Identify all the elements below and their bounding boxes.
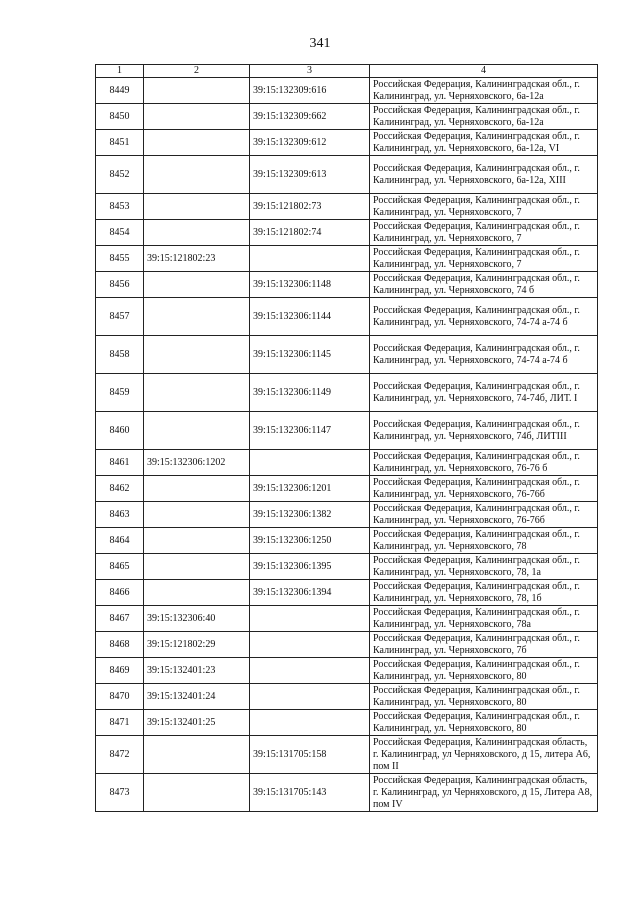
address-cell: Российская Федерация, Калининградская обл., г. Калининград, ул. Черняховского, 78а [370, 606, 598, 632]
row-number-cell: 8455 [96, 246, 144, 272]
land-parcel-number-cell [144, 78, 250, 104]
land-parcel-number-cell [144, 336, 250, 374]
land-parcel-number-cell [144, 774, 250, 812]
row-number-cell: 8464 [96, 528, 144, 554]
cadastral-number-cell: 39:15:132306:1250 [250, 528, 370, 554]
row-number-cell: 8454 [96, 220, 144, 246]
address-cell: Российская Федерация, Калининградская обл., г. Калининград, ул. Черняховского, 7 [370, 246, 598, 272]
column-header-4: 4 [370, 65, 598, 78]
row-number-cell: 8470 [96, 684, 144, 710]
row-number-cell: 8465 [96, 554, 144, 580]
column-header-1: 1 [96, 65, 144, 78]
row-number-cell: 8456 [96, 272, 144, 298]
table-row [96, 130, 598, 156]
table-row [96, 412, 598, 450]
table-body [96, 78, 598, 812]
address-cell: Российская Федерация, Калининградская обл., г. Калининград, ул. Черняховского, 7 [370, 220, 598, 246]
table-row [96, 774, 598, 812]
cadastral-number-cell: 39:15:121802:73 [250, 194, 370, 220]
row-number-cell: 8457 [96, 298, 144, 336]
land-parcel-number-cell [144, 528, 250, 554]
land-parcel-number-cell [144, 554, 250, 580]
address-cell: Российская Федерация, Калининградская обл., г. Калининград, ул. Черняховского, 78, 1б [370, 580, 598, 606]
land-parcel-number-cell [144, 476, 250, 502]
row-number-cell: 8461 [96, 450, 144, 476]
row-number-cell: 8473 [96, 774, 144, 812]
column-header-2: 2 [144, 65, 250, 78]
cadastral-number-cell [250, 632, 370, 658]
row-number-cell: 8462 [96, 476, 144, 502]
land-parcel-number-cell [144, 156, 250, 194]
table-row [96, 104, 598, 130]
row-number-cell: 8450 [96, 104, 144, 130]
column-header-3: 3 [250, 65, 370, 78]
land-parcel-number-cell [144, 220, 250, 246]
table-row [96, 528, 598, 554]
address-cell: Российская Федерация, Калининградская обл., г. Калининград, ул. Черняховского, 7 [370, 194, 598, 220]
cadastral-number-cell: 39:15:132309:612 [250, 130, 370, 156]
land-parcel-number-cell: 39:15:132306:40 [144, 606, 250, 632]
table-row [96, 658, 598, 684]
table-row [96, 246, 598, 272]
cadastral-number-cell: 39:15:132306:1149 [250, 374, 370, 412]
cadastral-number-cell [250, 606, 370, 632]
land-parcel-number-cell [144, 412, 250, 450]
land-parcel-number-cell [144, 194, 250, 220]
table-row [96, 736, 598, 774]
address-cell: Российская Федерация, Калининградская область, г. Калининград, ул Черняховского, д 15, Литера А8, пом IV [370, 774, 598, 812]
land-parcel-number-cell: 39:15:121802:23 [144, 246, 250, 272]
table-header-row [96, 65, 598, 78]
table-row [96, 374, 598, 412]
row-number-cell: 8452 [96, 156, 144, 194]
table-row [96, 194, 598, 220]
cadastral-number-cell: 39:15:131705:143 [250, 774, 370, 812]
address-cell: Российская Федерация, Калининградская обл., г. Калининград, ул. Черняховского, 80 [370, 658, 598, 684]
address-cell: Российская Федерация, Калининградская обл., г. Калининград, ул. Черняховского, 6а-12а [370, 78, 598, 104]
cadastral-number-cell: 39:15:132306:1144 [250, 298, 370, 336]
address-cell: Российская Федерация, Калининградская обл., г. Калининград, ул. Черняховского, 76-76 б [370, 450, 598, 476]
table-row [96, 580, 598, 606]
page-number: 341 [309, 36, 331, 51]
land-parcel-number-cell [144, 104, 250, 130]
cadastral-number-cell: 39:15:132309:613 [250, 156, 370, 194]
address-cell: Российская Федерация, Калининградская обл., г. Калининград, ул. Черняховского, 6а-12а [370, 104, 598, 130]
cadastral-number-cell: 39:15:132306:1147 [250, 412, 370, 450]
row-number-cell: 8467 [96, 606, 144, 632]
land-parcel-number-cell [144, 298, 250, 336]
registry-table [95, 64, 598, 812]
table-row [96, 606, 598, 632]
cadastral-number-cell: 39:15:132306:1145 [250, 336, 370, 374]
cadastral-number-cell: 39:15:132306:1148 [250, 272, 370, 298]
table-row [96, 272, 598, 298]
address-cell: Российская Федерация, Калининградская обл., г. Калининград, ул. Черняховского, 80 [370, 684, 598, 710]
cadastral-number-cell [250, 684, 370, 710]
row-number-cell: 8466 [96, 580, 144, 606]
table-row [96, 476, 598, 502]
cadastral-number-cell: 39:15:121802:74 [250, 220, 370, 246]
table-row [96, 450, 598, 476]
table-row [96, 156, 598, 194]
cadastral-number-cell: 39:15:132306:1201 [250, 476, 370, 502]
land-parcel-number-cell [144, 736, 250, 774]
cadastral-number-cell: 39:15:132306:1394 [250, 580, 370, 606]
land-parcel-number-cell [144, 272, 250, 298]
cadastral-number-cell [250, 246, 370, 272]
table-row [96, 78, 598, 104]
row-number-cell: 8458 [96, 336, 144, 374]
address-cell: Российская Федерация, Калининградская обл., г. Калининград, ул. Черняховского, 74 б [370, 272, 598, 298]
cadastral-number-cell: 39:15:131705:158 [250, 736, 370, 774]
table-row [96, 336, 598, 374]
address-cell: Российская Федерация, Калининградская область, г. Калининград, ул Черняховского, д 15, литера А6, пом II [370, 736, 598, 774]
row-number-cell: 8459 [96, 374, 144, 412]
table-row [96, 554, 598, 580]
table-row [96, 684, 598, 710]
address-cell: Российская Федерация, Калининградская обл., г. Калининград, ул. Черняховского, 74-74б, ЛИТ. I [370, 374, 598, 412]
address-cell: Российская Федерация, Калининградская обл., г. Калининград, ул. Черняховского, 76-76б [370, 502, 598, 528]
address-cell: Российская Федерация, Калининградская обл., г. Калининград, ул. Черняховского, 74-74 а-74 б [370, 336, 598, 374]
land-parcel-number-cell [144, 130, 250, 156]
row-number-cell: 8471 [96, 710, 144, 736]
row-number-cell: 8472 [96, 736, 144, 774]
cadastral-number-cell [250, 450, 370, 476]
address-cell: Российская Федерация, Калининградская обл., г. Калининград, ул. Черняховского, 78 [370, 528, 598, 554]
address-cell: Российская Федерация, Калининградская обл., г. Калининград, ул. Черняховского, 6а-12а, XIII [370, 156, 598, 194]
row-number-cell: 8468 [96, 632, 144, 658]
table-row [96, 632, 598, 658]
row-number-cell: 8469 [96, 658, 144, 684]
row-number-cell: 8460 [96, 412, 144, 450]
table-row [96, 220, 598, 246]
cadastral-number-cell: 39:15:132306:1382 [250, 502, 370, 528]
row-number-cell: 8453 [96, 194, 144, 220]
land-parcel-number-cell: 39:15:121802:29 [144, 632, 250, 658]
land-parcel-number-cell [144, 502, 250, 528]
cadastral-number-cell: 39:15:132309:616 [250, 78, 370, 104]
land-parcel-number-cell [144, 374, 250, 412]
land-parcel-number-cell: 39:15:132306:1202 [144, 450, 250, 476]
address-cell: Российская Федерация, Калининградская обл., г. Калининград, ул. Черняховского, 7б [370, 632, 598, 658]
land-parcel-number-cell: 39:15:132401:23 [144, 658, 250, 684]
land-parcel-number-cell: 39:15:132401:25 [144, 710, 250, 736]
table-row [96, 710, 598, 736]
address-cell: Российская Федерация, Калининградская обл., г. Калининград, ул. Черняховского, 76-76б [370, 476, 598, 502]
row-number-cell: 8463 [96, 502, 144, 528]
land-parcel-number-cell [144, 580, 250, 606]
address-cell: Российская Федерация, Калининградская обл., г. Калининград, ул. Черняховского, 74-74 а-74 б [370, 298, 598, 336]
table-row [96, 298, 598, 336]
cadastral-number-cell [250, 710, 370, 736]
address-cell: Российская Федерация, Калининградская обл., г. Калининград, ул. Черняховского, 74б, ЛИТIII [370, 412, 598, 450]
address-cell: Российская Федерация, Калининградская обл., г. Калининград, ул. Черняховского, 78, 1а [370, 554, 598, 580]
cadastral-number-cell: 39:15:132309:662 [250, 104, 370, 130]
address-cell: Российская Федерация, Калининградская обл., г. Калининград, ул. Черняховского, 6а-12а, VI [370, 130, 598, 156]
land-parcel-number-cell: 39:15:132401:24 [144, 684, 250, 710]
table-row [96, 502, 598, 528]
address-cell: Российская Федерация, Калининградская обл., г. Калининград, ул. Черняховского, 80 [370, 710, 598, 736]
cadastral-number-cell [250, 658, 370, 684]
row-number-cell: 8451 [96, 130, 144, 156]
row-number-cell: 8449 [96, 78, 144, 104]
cadastral-number-cell: 39:15:132306:1395 [250, 554, 370, 580]
